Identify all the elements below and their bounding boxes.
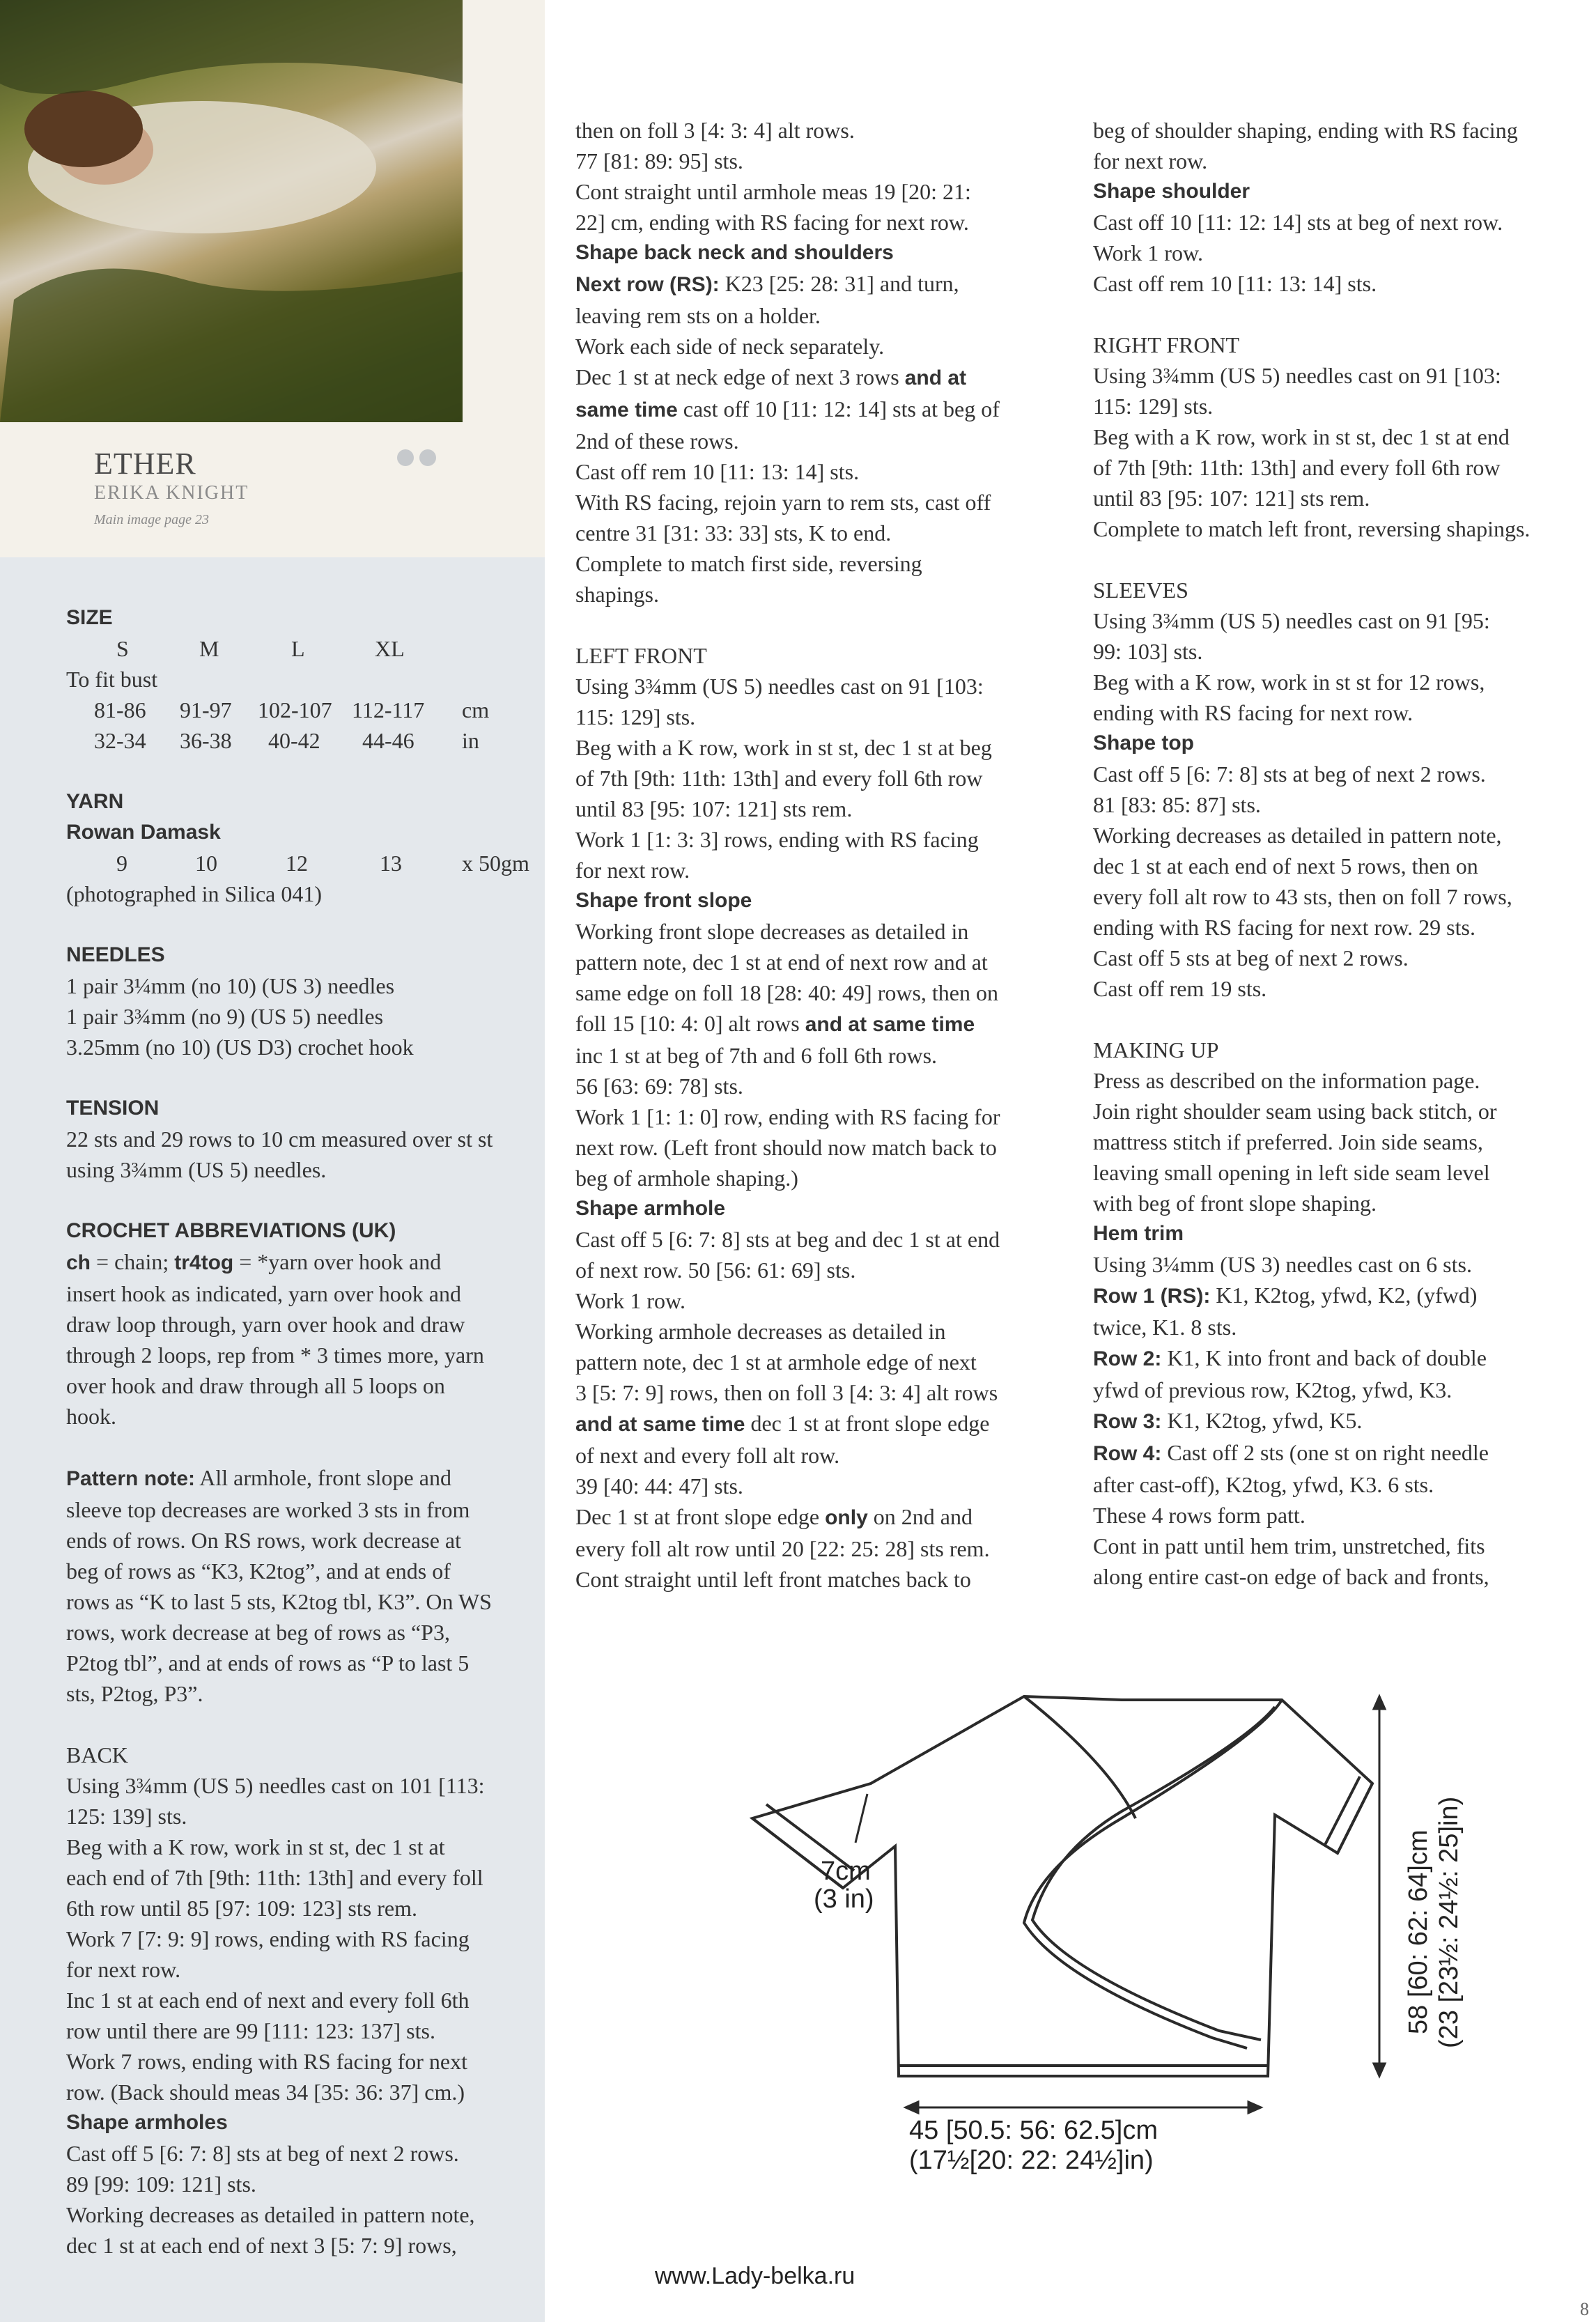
width-cm-label: 45 [50.5: 56: 62.5]cm bbox=[909, 2116, 1159, 2145]
pattern-card bbox=[0, 0, 545, 557]
row-label: Row 4: bbox=[1093, 1442, 1162, 1465]
text-line bbox=[575, 268, 1063, 300]
yarn-photographed: (photographed in Silica 041) bbox=[66, 881, 323, 906]
text-line: Cast off rem 19 sts. bbox=[1093, 976, 1267, 1001]
photo-illustration bbox=[0, 0, 463, 422]
pattern-note-line: ends of rows. On RS rows, work decrease at bbox=[66, 1528, 461, 1553]
designer-name: ERIKA KNIGHT bbox=[94, 482, 249, 504]
text-line: 2nd of these rows. bbox=[575, 428, 739, 454]
size-value: 40-42 bbox=[268, 728, 320, 753]
text-line: every foll alt row until 20 [22: 25: 28] sts rem. bbox=[575, 1536, 990, 1561]
emphasis: and at same time bbox=[575, 1413, 745, 1436]
row-label: Row 1 (RS): bbox=[1093, 1285, 1211, 1308]
footer-url: www.Lady-belka.ru bbox=[655, 2263, 855, 2289]
row-text: K1, K into front and back of double bbox=[1161, 1345, 1487, 1370]
emphasis: and at bbox=[904, 366, 967, 389]
next-row-text: K23 [25: 28: 31] and turn, bbox=[719, 271, 959, 296]
text-line: along entire cast-on edge of back and fronts, bbox=[1093, 1564, 1489, 1589]
text-line: Cont straight until armhole meas 19 [20: 21: bbox=[575, 179, 971, 204]
column-3 bbox=[1093, 115, 1581, 1592]
ch-definition: = chain; bbox=[91, 1249, 175, 1274]
shape-armhole-heading: Shape armhole bbox=[575, 1197, 726, 1220]
size-label: S bbox=[116, 636, 129, 661]
text-line: next row. (Left front should now match back to bbox=[575, 1135, 997, 1160]
text-line: leaving rem sts on a holder. bbox=[575, 303, 821, 328]
sleeve-cuff bbox=[1338, 1783, 1372, 1853]
size-labels-row bbox=[66, 633, 547, 664]
size-value: 44-46 bbox=[362, 728, 415, 753]
yarn-amount: 10 bbox=[195, 851, 217, 876]
back-line: Beg with a K row, work in st st, dec 1 st at bbox=[66, 1834, 445, 1859]
text-line bbox=[575, 1408, 1063, 1440]
text-line: Using 3¾mm (US 5) needles cast on 91 [103: bbox=[1093, 363, 1501, 388]
pattern-note-line: rows as “K to last 5 sts, K2tog tbl, K3”. On WS bbox=[66, 1589, 492, 1614]
text-line: 115: 129] sts. bbox=[1093, 394, 1214, 419]
back-line: Using 3¾mm (US 5) needles cast on 101 [113: bbox=[66, 1773, 485, 1798]
pattern-note-line: sleeve top decreases are worked 3 sts in from bbox=[66, 1497, 470, 1522]
back-armhole-line: Cast off 5 [6: 7: 8] sts at beg of next 2 rows. bbox=[66, 2141, 459, 2166]
text-line: of 7th [9th: 11th: 13th] and every foll 6th row bbox=[1093, 455, 1501, 480]
row-label: Row 3: bbox=[1093, 1410, 1162, 1433]
back-line: row. (Back should meas 34 [35: 36: 37] cm.) bbox=[66, 2080, 465, 2105]
text-line: Using 3¾mm (US 5) needles cast on 91 [95: bbox=[1093, 608, 1490, 633]
size-unit: in bbox=[462, 728, 479, 753]
pattern-note-text: All armhole, front slope and bbox=[195, 1465, 451, 1490]
to-fit-label: To fit bust bbox=[66, 667, 158, 692]
dot-icon bbox=[419, 449, 436, 466]
text-line: 22] cm, ending with RS facing for next row. bbox=[575, 210, 969, 235]
size-label: XL bbox=[375, 636, 405, 661]
crochet-line: over hook and draw through all 5 loops on bbox=[66, 1373, 445, 1398]
text-line: 99: 103] sts. bbox=[1093, 639, 1203, 664]
text-line: Beg with a K row, work in st st, dec 1 st at beg bbox=[575, 735, 992, 760]
text-line: for next row. bbox=[575, 858, 690, 883]
ch-term: ch bbox=[66, 1251, 91, 1274]
text-line: Working decreases as detailed in pattern note, bbox=[1093, 823, 1502, 848]
text-line: Cast off 10 [11: 12: 14] sts at beg of next row. bbox=[1093, 210, 1503, 235]
text-line: Cast off rem 10 [11: 13: 14] sts. bbox=[1093, 271, 1377, 296]
size-in-row bbox=[66, 725, 547, 756]
yarn-unit: x 50gm bbox=[462, 851, 529, 876]
back-line: row until there are 99 [111: 123: 137] sts. bbox=[66, 2018, 435, 2043]
text-line: pattern note, dec 1 st at end of next row and at bbox=[575, 950, 988, 975]
column-1 bbox=[66, 603, 547, 2261]
text-line: ending with RS facing for next row. 29 sts. bbox=[1093, 915, 1475, 940]
sleeve-cuff-band bbox=[1325, 1777, 1360, 1845]
text-run: Dec 1 st at front slope edge bbox=[575, 1504, 826, 1529]
tr4tog-term: tr4tog bbox=[174, 1251, 234, 1274]
text-line: 81 [83: 85: 87] sts. bbox=[1093, 792, 1261, 817]
yarn-name: Rowan Damask bbox=[66, 821, 221, 844]
text-line: shapings. bbox=[575, 582, 659, 607]
row-text: K1, K2tog, yfwd, K5. bbox=[1161, 1408, 1363, 1433]
back-line: 6th row until 85 [97: 109: 123] sts rem. bbox=[66, 1896, 417, 1921]
back-line: for next row. bbox=[66, 1957, 181, 1982]
text-line: Using 3¾mm (US 5) needles cast on 91 [103: bbox=[575, 674, 984, 699]
text-line: same edge on foll 18 [28: 40: 49] rows, then on bbox=[575, 980, 998, 1005]
text-line bbox=[1093, 1437, 1581, 1469]
text-line: With RS facing, rejoin yarn to rem sts, cast off bbox=[575, 490, 991, 515]
text-line: until 83 [95: 107: 121] sts rem. bbox=[1093, 486, 1370, 511]
needles-heading: NEEDLES bbox=[66, 943, 165, 966]
size-value: 32-34 bbox=[94, 728, 146, 753]
size-value: 91-97 bbox=[180, 697, 232, 722]
size-value: 81-86 bbox=[94, 697, 146, 722]
neckline bbox=[1024, 1696, 1136, 1818]
pattern-note-label: Pattern note: bbox=[66, 1467, 196, 1490]
text-run: on 2nd and bbox=[867, 1504, 973, 1529]
back-line: 125: 139] sts. bbox=[66, 1804, 187, 1829]
emphasis: only bbox=[825, 1506, 868, 1529]
shape-top-heading: Shape top bbox=[1093, 732, 1195, 754]
pattern-note-line bbox=[66, 1462, 547, 1494]
length-in-label: (23 [23½: 24½: 25]in) bbox=[1434, 1796, 1464, 2048]
model-photo bbox=[0, 0, 463, 422]
emphasis: same time bbox=[575, 398, 678, 421]
text-line: with beg of front slope shaping. bbox=[1093, 1191, 1377, 1216]
text-line bbox=[575, 1008, 1063, 1040]
pattern-note-line: rows, work decrease at beg of rows as “P3, bbox=[66, 1620, 450, 1645]
text-run: dec 1 st at front slope edge bbox=[745, 1411, 990, 1436]
text-line: beg of armhole shaping.) bbox=[575, 1166, 798, 1191]
text-line bbox=[575, 362, 1063, 394]
yarn-amount: 9 bbox=[116, 851, 127, 876]
garment-schematic bbox=[731, 1658, 1512, 2188]
back-line: Inc 1 st at each end of next and every foll 6th bbox=[66, 1988, 470, 2013]
text-line bbox=[1093, 1342, 1581, 1375]
text-line: Working front slope decreases as detailed in bbox=[575, 919, 969, 944]
text-line: Complete to match left front, reversing shapings. bbox=[1093, 516, 1531, 541]
column-2 bbox=[575, 115, 1063, 1595]
text-line: 77 [81: 89: 95] sts. bbox=[575, 148, 743, 173]
size-label: M bbox=[199, 636, 219, 661]
wrap-front-edge bbox=[1024, 1700, 1282, 2048]
crochet-text: = *yarn over hook and bbox=[233, 1249, 442, 1274]
tension-heading: TENSION bbox=[66, 1097, 160, 1120]
pattern-note-line: P2tog tbl”, and at ends of rows as “P to last 5 bbox=[66, 1650, 470, 1675]
main-image-reference: Main image page 23 bbox=[94, 512, 209, 527]
text-run: cast off 10 [11: 12: 14] sts at beg of bbox=[677, 396, 1000, 421]
text-line: These 4 rows form patt. bbox=[1093, 1503, 1306, 1528]
shape-shoulder-heading: Shape shoulder bbox=[1093, 180, 1250, 203]
text-line: pattern note, dec 1 st at armhole edge of next bbox=[575, 1349, 977, 1375]
text-line bbox=[575, 1501, 1063, 1533]
page-dots bbox=[397, 449, 442, 470]
text-line: Beg with a K row, work in st st, dec 1 st at end bbox=[1093, 424, 1510, 449]
text-line bbox=[1093, 1280, 1581, 1312]
text-line: Work each side of neck separately. bbox=[575, 334, 885, 359]
text-line: Join right shoulder seam using back stitch, or bbox=[1093, 1099, 1497, 1124]
text-line: of next row. 50 [56: 61: 69] sts. bbox=[575, 1257, 856, 1283]
size-heading: SIZE bbox=[66, 606, 113, 629]
arrowhead bbox=[1248, 2102, 1261, 2113]
sleeve-in-label: (3 in) bbox=[814, 1884, 874, 1914]
sleeve-cm-label: 7cm bbox=[821, 1857, 871, 1886]
text-line: dec 1 st at each end of next 5 rows, then on bbox=[1093, 853, 1478, 879]
yarn-amounts-row bbox=[66, 848, 547, 879]
needles-line: 1 pair 3¼mm (no 10) (US 3) needles bbox=[66, 973, 395, 998]
size-value: 36-38 bbox=[180, 728, 232, 753]
text-line: Work 1 row. bbox=[1093, 240, 1203, 265]
back-line: Work 7 rows, ending with RS facing for next bbox=[66, 2049, 467, 2074]
making-up-heading: MAKING UP bbox=[1093, 1037, 1219, 1062]
text-line: leaving small opening in left side seam level bbox=[1093, 1160, 1490, 1185]
text-line: yfwd of previous row, K2tog, yfwd, K3. bbox=[1093, 1377, 1452, 1402]
size-value: 102-107 bbox=[258, 697, 332, 722]
next-row-label: Next row (RS): bbox=[575, 273, 720, 296]
schematic-drawing bbox=[731, 1658, 1512, 2188]
back-armhole-line: Working decreases as detailed in pattern note, bbox=[66, 2202, 475, 2227]
back-armhole-line: dec 1 st at each end of next 3 [5: 7: 9] rows, bbox=[66, 2233, 457, 2258]
sleeve-depth-arrow bbox=[855, 1794, 867, 1843]
text-line: every foll alt row to 43 sts, then on foll 7 rows, bbox=[1093, 884, 1512, 909]
page-number: 8 bbox=[1580, 2299, 1589, 2319]
needles-line: 3.25mm (no 10) (US D3) crochet hook bbox=[66, 1035, 414, 1060]
crochet-line: through 2 loops, rep from * 3 times more, yarn bbox=[66, 1342, 484, 1368]
length-cm-label: 58 [60: 62: 64]cm bbox=[1404, 1829, 1433, 2034]
tension-line: 22 sts and 29 rows to 10 cm measured over st st bbox=[66, 1127, 493, 1152]
text-line: Cast off rem 10 [11: 13: 14] sts. bbox=[575, 459, 860, 484]
arrowhead bbox=[906, 2102, 918, 2113]
yarn-heading: YARN bbox=[66, 790, 124, 813]
text-line bbox=[1093, 1405, 1581, 1437]
text-line: 115: 129] sts. bbox=[575, 704, 696, 729]
text-line: Using 3¼mm (US 3) needles cast on 6 sts. bbox=[1093, 1252, 1472, 1277]
arrowhead bbox=[1374, 1696, 1385, 1709]
text-line: after cast-off), K2tog, yfwd, K3. 6 sts. bbox=[1093, 1472, 1434, 1497]
text-line: ending with RS facing for next row. bbox=[1093, 700, 1413, 725]
pattern-name: ETHER bbox=[94, 447, 196, 481]
yarn-amount: 12 bbox=[286, 851, 308, 876]
text-line: mattress stitch if preferred. Join side seams, bbox=[1093, 1129, 1483, 1154]
size-unit: cm bbox=[462, 697, 490, 722]
needles-line: 1 pair 3¾mm (no 9) (US 5) needles bbox=[66, 1004, 384, 1029]
text-line: Cont in patt until hem trim, unstretched, fits bbox=[1093, 1533, 1485, 1558]
crochet-line: hook. bbox=[66, 1404, 116, 1429]
text-line: until 83 [95: 107: 121] sts rem. bbox=[575, 796, 853, 821]
front-slope-heading: Shape front slope bbox=[575, 889, 752, 912]
text-line: 3 [5: 7: 9] rows, then on foll 3 [4: 3: 4] alt rows bbox=[575, 1380, 998, 1405]
width-in-label: (17½[20: 22: 24½]in) bbox=[909, 2146, 1154, 2175]
text-line: Cast off 5 sts at beg of next 2 rows. bbox=[1093, 945, 1409, 970]
crochet-line: insert hook as indicated, yarn over hook and bbox=[66, 1281, 461, 1306]
text-line: then on foll 3 [4: 3: 4] alt rows. bbox=[575, 118, 855, 143]
crochet-line: draw loop through, yarn over hook and draw bbox=[66, 1312, 465, 1337]
text-line: Work 1 row. bbox=[575, 1288, 685, 1313]
row-text: K1, K2tog, yfwd, K2, (yfwd) bbox=[1210, 1283, 1478, 1308]
crochet-line bbox=[66, 1246, 547, 1278]
wrap-band bbox=[1032, 1707, 1275, 2040]
text-line: Cast off 5 [6: 7: 8] sts at beg and dec 1 st at end bbox=[575, 1227, 1000, 1252]
text-line: Work 1 [1: 1: 0] row, ending with RS facing for bbox=[575, 1104, 1000, 1129]
back-armhole-line: 89 [99: 109: 121] sts. bbox=[66, 2172, 256, 2197]
sleeves-heading: SLEEVES bbox=[1093, 578, 1188, 603]
text-line bbox=[575, 394, 1063, 426]
size-cm-row bbox=[66, 695, 547, 725]
dot-icon bbox=[397, 449, 414, 466]
size-value: 112-117 bbox=[352, 697, 425, 722]
text-line: of 7th [9th: 11th: 13th] and every foll 6th row bbox=[575, 766, 983, 791]
text-line: beg of shoulder shaping, ending with RS facing bbox=[1093, 118, 1518, 143]
left-front-heading: LEFT FRONT bbox=[575, 643, 707, 668]
back-neck-heading: Shape back neck and shoulders bbox=[575, 241, 894, 264]
size-label: L bbox=[291, 636, 305, 661]
text-line: Working armhole decreases as detailed in bbox=[575, 1319, 946, 1344]
pattern-note-line: beg of rows as “K3, K2tog”, and at ends of bbox=[66, 1558, 451, 1584]
text-line: 56 [63: 69: 78] sts. bbox=[575, 1074, 743, 1099]
pattern-note-line: sts, P2tog, P3”. bbox=[66, 1681, 203, 1706]
text-line: Complete to match first side, reversing bbox=[575, 551, 922, 576]
row-label: Row 2: bbox=[1093, 1347, 1162, 1370]
shape-armholes-heading: Shape armholes bbox=[66, 2111, 228, 2134]
back-line: Work 7 [7: 9: 9] rows, ending with RS facing bbox=[66, 1926, 470, 1951]
back-line: each end of 7th [9th: 11th: 13th] and every foll bbox=[66, 1865, 483, 1890]
text-run: Dec 1 st at neck edge of next 3 rows bbox=[575, 364, 905, 389]
back-heading: BACK bbox=[66, 1742, 128, 1767]
text-run: foll 15 [10: 4: 0] alt rows bbox=[575, 1011, 805, 1036]
text-line: centre 31 [31: 33: 33] sts, K to end. bbox=[575, 520, 892, 545]
text-line: Press as described on the information page. bbox=[1093, 1068, 1480, 1093]
emphasis: and at same time bbox=[805, 1013, 975, 1036]
right-front-heading: RIGHT FRONT bbox=[1093, 332, 1240, 357]
text-line: Cont straight until left front matches back to bbox=[575, 1567, 971, 1592]
text-line: twice, K1. 8 sts. bbox=[1093, 1315, 1237, 1340]
row-text: Cast off 2 sts (one st on right needle bbox=[1161, 1440, 1489, 1465]
text-line: Beg with a K row, work in st st for 12 rows, bbox=[1093, 669, 1485, 695]
text-line: 39 [40: 44: 47] sts. bbox=[575, 1473, 743, 1499]
text-line: of next and every foll alt row. bbox=[575, 1443, 840, 1468]
tension-line: using 3¾mm (US 5) needles. bbox=[66, 1157, 327, 1182]
text-line: inc 1 st at beg of 7th and 6 foll 6th rows. bbox=[575, 1043, 938, 1068]
text-line: Work 1 [1: 3: 3] rows, ending with RS facing bbox=[575, 827, 979, 852]
yarn-amount: 13 bbox=[380, 851, 402, 876]
crochet-heading: CROCHET ABBREVIATIONS (UK) bbox=[66, 1219, 396, 1242]
text-line: for next row. bbox=[1093, 148, 1208, 173]
text-line: Cast off 5 [6: 7: 8] sts at beg of next 2 rows. bbox=[1093, 761, 1486, 787]
hem-trim-heading: Hem trim bbox=[1093, 1222, 1184, 1245]
arrowhead bbox=[1374, 2064, 1385, 2076]
